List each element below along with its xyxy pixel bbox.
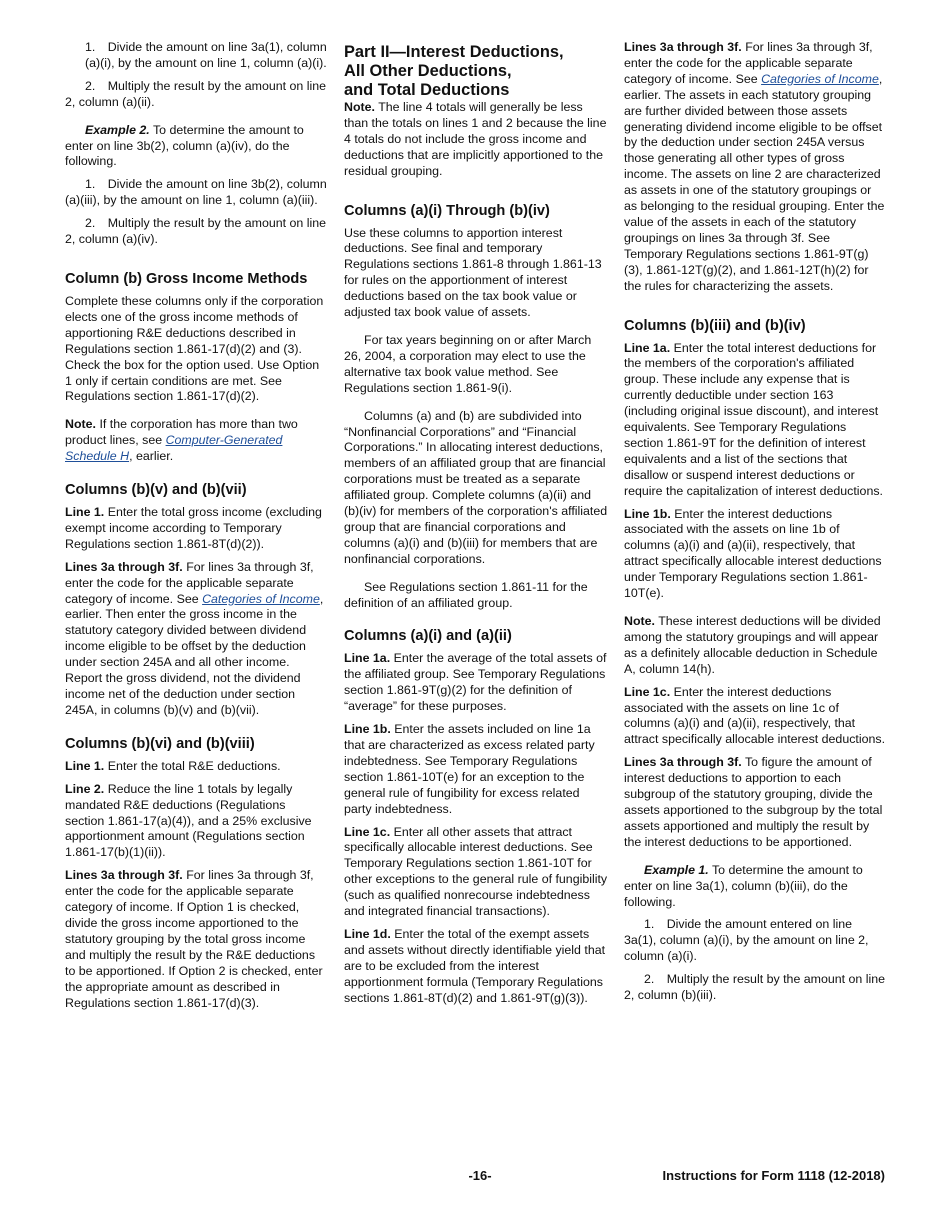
line-1d-lead: Line 1d. — [344, 926, 391, 941]
column-right — [624, 40, 886, 1011]
note-text-end: , earlier. — [129, 449, 174, 464]
column-left — [65, 40, 327, 1018]
step-4: 2. Multiply the result by the amount on line 2, column (a)(iv). — [65, 216, 327, 247]
lines-3a-3f-rd-lead: Lines 3a through 3f. — [65, 868, 183, 883]
line-1b-interest-paragraph — [624, 507, 886, 602]
lines-3a-3f-assets-paragraph — [624, 40, 886, 295]
line-1a-paragraph — [344, 651, 608, 715]
note-text: The line 4 totals will generally be less than the totals on lines 1 and 2 because the line 4 totals do not include the gross income and deductions that are implicitly apportioned to the residual grouping. — [344, 100, 607, 178]
note-line-4 — [344, 100, 608, 180]
note-lead: Note. — [344, 100, 375, 114]
heading-columns-ai-through-biv: Columns (a)(i) Through (b)(iv) — [344, 202, 550, 219]
example-2 — [65, 123, 327, 171]
line-1b-text: Enter the assets included on line 1a that are characterized as excess related party indebtedness. See Temporary Regulations section 1.861-10T(e) for an exception to the general rule of fungibility for excess related party indebtedness. — [344, 722, 595, 816]
note-product-lines — [65, 417, 327, 465]
heading-columns-biii-biv: Columns (b)(iii) and (b)(iv) — [624, 317, 806, 334]
note-lead: Note. — [65, 417, 96, 432]
line-1c-lead: Line 1c. — [344, 824, 391, 839]
line-1c-interest-paragraph — [624, 685, 886, 749]
line-1c-paragraph — [344, 825, 608, 920]
lines-3a-3f-text: For lines 3a through 3f, enter the code for the applicable separate category of income. See — [65, 559, 314, 606]
lines-3a-3f-interest-lead: Lines 3a through 3f. — [624, 755, 742, 770]
lines-3a-3f-lead: Lines 3a through 3f. — [65, 559, 183, 574]
heading-columns-bvi-bviii: Columns (b)(vi) and (b)(viii) — [65, 735, 255, 752]
paragraph-gross-income: Complete these columns only if the corporation elects one of the gross income methods of apportioning R&E deductions described in Regulations section 1.861-17(d)(2) and (3). Check the box for the option used. Use Option 1 only if certain conditions are met. See Regulations section 1.861-17(d)(2). — [65, 293, 324, 404]
link-categories-of-income[interactable]: Categories of Income — [202, 591, 320, 606]
lines-3a-3f-text-end: , earlier. Then enter the gross income in the statutory category divided between dividend income eligible to be offset by the deduction under section 245A and all other income. Report the gross dividend, not the dividend income net of the deduction under section 245A, in columns (b)(v) and (b)(vii). — [65, 591, 324, 717]
step-2: 2. Multiply the result by the amount on line 2, column (b)(iii). — [624, 972, 886, 1003]
line-1b-lead: Line 1b. — [344, 722, 391, 737]
step-2: 2. Multiply the result by the amount on line 2, column (a)(ii). — [65, 78, 327, 109]
line-1a-lead: Line 1a. — [344, 651, 391, 666]
line-1-rd-lead: Line 1. — [65, 758, 105, 773]
line-2-lead: Line 2. — [65, 781, 105, 796]
paragraph-apportion-interest: Use these columns to apportion interest deductions. See final and temporary Regulations sections 1.861-8 through 1.861-13 for rules on the apportionment of interest deductions based on the tax book value or adjusted tax book value of assets. — [344, 225, 602, 320]
lines-3a-3f-rd-text: For lines 3a through 3f, enter the code for the applicable separate category of income. If Option 1 is checked, divide the gross income apportioned to the statutory grouping by the total gross income and multiply the result by the R&E deductions to be apportioned. If Option 2 is checked, enter the appropriate amount as described in Regulations section 1.861-17(d)(3). — [65, 868, 323, 1010]
step-1: 1. Divide the amount entered on line 3a(1), column (a)(i), by the amount on line 2, column (a)(i). — [624, 917, 869, 964]
heading-gross-income-methods: Column (b) Gross Income Methods — [65, 270, 308, 287]
example-1 — [624, 863, 886, 911]
part-ii-title-line-3: and Total Deductions — [344, 81, 510, 99]
page-number: -16- — [468, 1168, 492, 1183]
lines-3a-3f-rd-paragraph — [65, 868, 327, 1011]
line-1b-interest-lead: Line 1b. — [624, 506, 671, 521]
line-1b-paragraph — [344, 722, 608, 817]
example-2-lead: Example 2. — [85, 122, 150, 137]
line-1c-text: Enter all other assets that attract specifically allocable interest deductions. See Temporary Regulations section 1.861-10T for other exceptions to the general rule of fungibility (such as qualified nonrecourse indebtedness and integrated financial transactions). — [344, 824, 608, 919]
lines-3a-3f-interest-paragraph — [624, 755, 886, 850]
lines-3a-3f-interest-text: To figure the amount of interest deductions to apportion to each subgroup of the statutory grouping, divide the assets apportioned to the subgroup by the total assets apportioned and multiply the result by the interest deductions to be apportioned. — [624, 755, 883, 849]
paragraph-affiliated-group: See Regulations section 1.861-11 for the definition of an affiliated group. — [344, 579, 588, 610]
paragraph-subdivided: Columns (a) and (b) are subdivided into “Nonfinancial Corporations” and “Financial Corporations.” In allocating interest deductions, members of an affiliated group that are financial corporations must be treated as a separate affiliated group. Complete columns (a)(ii) and (b)(iv) for members of the corporation's affiliated group that are financial corporations and columns (a)(i) and (b)(iii) for members that are nonfinancial corporations. — [344, 408, 608, 566]
line-2-text: Reduce the line 1 totals by legally mandated R&E deductions (Regulations section 1.861-17(a)(4)), and a 25% exclusive apportionment amount (Regulations section 1.861-17(b)(1)(ii)). — [65, 781, 312, 860]
column-middle — [344, 43, 608, 1014]
link-categories-of-income[interactable]: Categories of Income — [761, 71, 879, 86]
line-1a-interest-paragraph — [624, 341, 886, 500]
paragraph-alternative-method: For tax years beginning on or after March 26, 2004, a corporation may elect to use the alternative tax book value method. See Regulations section 1.861-9(i). — [344, 332, 592, 395]
note-statutory-groupings — [624, 614, 886, 678]
heading-columns-ai-aii: Columns (a)(i) and (a)(ii) — [344, 628, 512, 645]
link-computer-generated-schedule-h[interactable]: Computer-Generated Schedule H — [65, 433, 283, 464]
lines-3a-3f-assets-text-end: , earlier. The assets in each statutory grouping are further divided between those assets generating dividend income eligible to be offset by the deduction under section 245A versus those generating all other types of gross income. The assets on line 2 are characterized as assets in one of the statutory groupings or as belonging to the residual grouping. Enter the value of the assets in each of the statutory groupings on lines 3a through 3f. See Temporary Regulations sections 1.861-9T(g)(3), 1.861-12T(g)(2), and 1.861-12T(h)(2) for the rules for characterizing the assets. — [624, 71, 885, 293]
note-lead: Note. — [624, 614, 655, 628]
part-ii-title-line-1: Part II—Interest Deductions, — [344, 43, 564, 61]
form-title-footer: Instructions for Form 1118 (12-2018) — [662, 1168, 885, 1183]
heading-columns-bv-bvii: Columns (b)(v) and (b)(vii) — [65, 482, 247, 499]
step-3: 1. Divide the amount on line 3b(2), column (a)(iii), by the amount on line 1, column (a)(iii). — [65, 177, 327, 208]
line-1-rd-paragraph — [65, 759, 327, 775]
line-1d-paragraph — [344, 927, 608, 1007]
line-1c-interest-text: Enter the interest deductions associated with the assets on line 1c of columns (a)(i) and (a)(ii), respectively, that attract specifically allocable interest deductions. — [624, 684, 886, 747]
step-1: 1. Divide the amount on line 3a(1), column (a)(i), by the amount on line 1, column (a)(i). — [85, 40, 327, 70]
line-1a-interest-lead: Line 1a. — [624, 340, 671, 355]
line-1-lead: Line 1. — [65, 505, 105, 520]
line-1a-text: Enter the average of the total assets of the affiliated group. See Temporary Regulations section 1.861-9T(g)(2) for the definition of “average” for these purposes. — [344, 651, 607, 714]
lines-3a-3f-paragraph — [65, 560, 327, 719]
line-1b-interest-text: Enter the interest deductions associated with the assets on line 1b of columns (a)(i) and (a)(ii), respectively, that attract specifically allocable interest deductions under Temporary Regulations section 1.861-10T(e). — [624, 506, 882, 601]
example-2-text: To determine the amount to enter on line 3b(2), column (a)(iv), do the following. — [65, 122, 304, 169]
lines-3a-3f-assets-text: For lines 3a through 3f, enter the code for the applicable separate category of income. See — [624, 40, 873, 86]
note-text: If the corporation has more than two product lines, see — [65, 417, 298, 448]
line-1-paragraph — [65, 505, 327, 553]
line-1d-text: Enter the total of the exempt assets and assets without directly identifiable yield that are to be excluded from the interest apportionment formula (Temporary Regulations sections 1.861-8T(d)(2) and 1.861-9T(g)(3)). — [344, 926, 606, 1005]
line-1c-interest-lead: Line 1c. — [624, 684, 671, 699]
example-1-text: To determine the amount to enter on line 3a(1), column (b)(iii), do the following. — [624, 862, 863, 909]
line-1a-interest-text: Enter the total interest deductions for the members of the corporation's affiliated group. These include any expense that is currently deductible under section 163 (including original issue discount), and interest equivalents. See Temporary Regulations section 1.861-9T for the definition of interest equivalents and a list of the sections that disallow or suspend interest deductions or require the capitalization of interest deductions. — [624, 340, 883, 498]
example-1-lead: Example 1. — [644, 862, 709, 877]
note-text: These interest deductions will be divided among the statutory groupings and will appear as a definitely allocable deduction in Schedule A, column 14(h). — [624, 614, 881, 676]
lines-3a-3f-assets-lead: Lines 3a through 3f. — [624, 40, 742, 54]
line-1-text: Enter the total gross income (excluding exempt income according to Temporary Regulations section 1.861-8T(d)(2)). — [65, 505, 322, 551]
line-1-rd-text: Enter the total R&E deductions. — [107, 758, 281, 773]
line-2-paragraph — [65, 782, 327, 862]
part-ii-title-line-2: All Other Deductions, — [344, 62, 512, 80]
